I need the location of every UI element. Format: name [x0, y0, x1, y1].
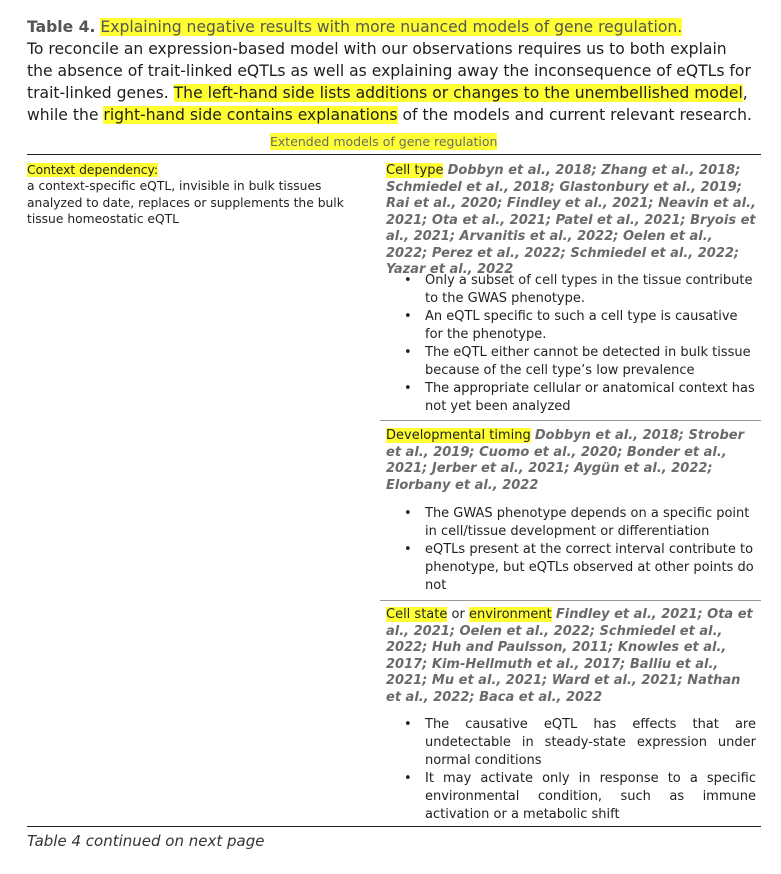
list-item: • An eQTL specific to such a cell type is causative for the phenotype. [404, 309, 738, 342]
category-connector: or [451, 607, 465, 622]
references: Findley et al., 2021; Ota et al., 2021; Oelen et al., 2022; Schmiedel et al., 2022; Huh and Paulsson, 2011; Knowles et al., 2017; Kim-Hellmuth et al., 2017; Balliu et al., 2021; Mu et al., 2021; Ward et al., 2021; Nathan et al., 2022; Baca et al., 2022 [386, 607, 753, 705]
caption-text-1: To reconcile an expression-based model with our observations requires us to both explain the absence of trait-linked eQTLs as well as explaining away the inconsequence of eQTLs for trait-linked genes. [27, 40, 751, 102]
row-divider [380, 600, 761, 601]
table-bottom-rule [27, 826, 761, 827]
table-caption [27, 16, 757, 126]
list-item: • Only a subset of cell types in the tissue contribute to the GWAS phenotype. [404, 273, 753, 306]
caption-highlight-right: right-hand side contains explanations [103, 106, 398, 124]
left-column [27, 162, 367, 228]
caption-text-5: of the models and current relevant research. [402, 106, 752, 124]
row-cell-type-title [386, 163, 758, 279]
row-cell-state-bullets [400, 716, 756, 824]
caption-highlight-left: The left-hand side lists additions or changes to the unembellished model [173, 84, 743, 102]
list-item: • The GWAS phenotype depends on a specific point in cell/tissue development or differentiation [404, 506, 750, 539]
list-item: • The eQTL either cannot be detected in bulk tissue because of the cell type’s low prevalence [404, 345, 751, 378]
list-item: • The appropriate cellular or anatomical context has not yet been analyzed [404, 381, 755, 414]
category-environment: environment [468, 607, 552, 622]
table-top-rule [27, 154, 761, 155]
table-header: Extended models of gene regulation [270, 134, 498, 149]
continuation-note: Table 4 continued on next page [27, 832, 265, 850]
list-item: • It may activate only in response to a specific environmental condition, such as immune activation or a metabolic shift [404, 771, 756, 822]
list-item: • eQTLs present at the correct interval contribute to phenotype, but eQTLs observed at other points do not [404, 542, 754, 593]
row-developmental-timing-bullets [400, 505, 756, 595]
table-label: Table 4. [27, 18, 96, 36]
row-divider [380, 420, 761, 421]
context-description: a context-specific eQTL, invisible in bulk tissues analyzed to date, replaces or supplements the bulk tissue homeostatic eQTL [27, 179, 344, 227]
category-developmental-timing: Developmental timing [386, 428, 531, 443]
category-cell-state: Cell state [386, 607, 448, 622]
category-cell-type: Cell type [386, 163, 444, 178]
references: Dobbyn et al., 2018; Strober et al., 2019; Cuomo et al., 2020; Bonder et al., 2021; Jerber et al., 2021; Aygün et al., 2022; Elorbany et al., 2022 [386, 428, 744, 493]
row-cell-state-title [386, 607, 758, 706]
row-developmental-timing-title [386, 428, 758, 494]
list-item: • The causative eQTL has effects that are undetectable in steady-state expression under normal conditions [404, 717, 756, 768]
table-title: Explaining negative results with more nuanced models of gene regulation. [100, 18, 683, 36]
references: Dobbyn et al., 2018; Zhang et al., 2018; Schmiedel et al., 2018; Glastonbury et al., 2019; Rai et al., 2020; Findley et al., 2021; Neavin et al., 2021; Ota et al., 2021; Patel et al., 2021; Bryois et al., 2021; Arvanitis et al., 2022; Oelen et al., 2022; Perez et al., 2022; Schmiedel et al., 2022; Yazar et al., 2022 [386, 163, 756, 277]
context-heading: Context dependency: [27, 163, 159, 177]
row-cell-type-bullets [400, 272, 756, 416]
caption-text-3: , while the [27, 84, 748, 124]
